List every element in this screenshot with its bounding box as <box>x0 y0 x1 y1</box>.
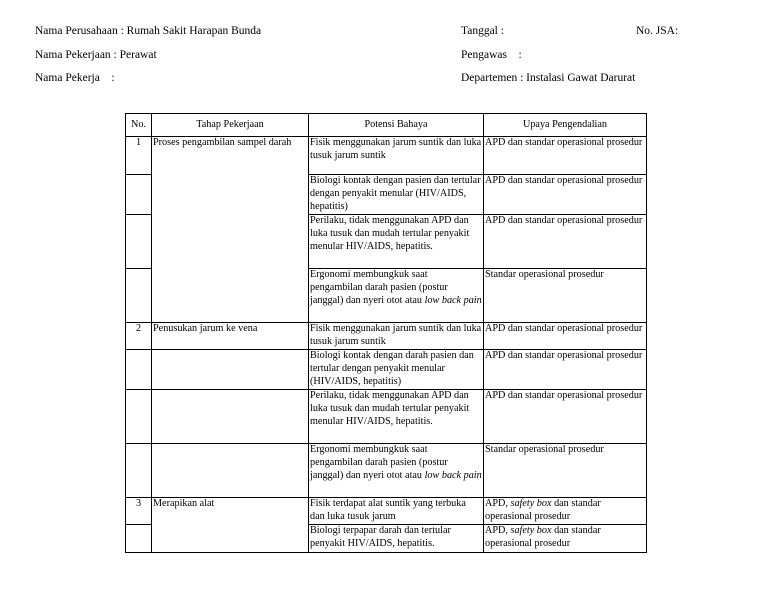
column-header-hazard: Potensi Bahaya <box>309 114 484 137</box>
hazard: Biologi kontak dengan pasien dan tertular dengan penyakit menular (HIV/AIDS, hepatitis) <box>309 175 484 215</box>
control-italic-text: safety box <box>510 498 552 509</box>
table-row <box>126 498 647 525</box>
control-italic-text: safety box <box>510 525 552 536</box>
table-row <box>126 323 647 350</box>
hazard: Perilaku, tidak menggunakan APD dan luka tusuk dan mudah tertular penyakit menular HIV/AIDS, hepatitis. <box>309 390 484 444</box>
control: APD dan standar operasional prosedur <box>484 137 647 175</box>
hazard: Biologi kontak dengan darah pasien dan tertular dengan penyakit menular (HIV/AIDS, hepatitis) <box>309 350 484 390</box>
hazard: Perilaku, tidak menggunakan APD dan luka tusuk dan mudah tertular penyakit menular HIV/AIDS, hepatitis. <box>309 215 484 269</box>
job-step <box>152 350 309 390</box>
table-row <box>126 350 647 390</box>
control <box>484 498 647 525</box>
hazard: Fisik menggunakan jarum suntik dan luka tusuk jarum suntik <box>309 137 484 175</box>
column-header-no: No. <box>126 114 152 137</box>
hazard <box>309 444 484 498</box>
control: APD dan standar operasional prosedur <box>484 323 647 350</box>
hazard: Fisik terdapat alat suntik yang terbuka dan luka tusuk jarum <box>309 498 484 525</box>
supervisor-field: Pengawas : <box>461 49 522 61</box>
job-name: Nama Pekerjaan : Perawat <box>35 49 157 61</box>
control-text: APD, <box>485 498 508 509</box>
table-row <box>126 390 647 444</box>
table-row <box>126 444 647 498</box>
job-step: Proses pengambilan sampel darah <box>152 137 309 323</box>
hazard-text: Ergonomi membungkuk saat pengambilan darah pasien (postur janggal) dan nyeri otot atau <box>310 444 448 481</box>
job-step: Penusukan jarum ke vena <box>152 323 309 350</box>
job-step: Merapikan alat <box>152 498 309 553</box>
hazard: Fisik menggunakan jarum suntik dan luka tusuk jarum suntik <box>309 323 484 350</box>
column-header-control: Upaya Pengendalian <box>484 114 647 137</box>
column-header-step: Tahap Pekerjaan <box>152 114 309 137</box>
row-number <box>126 350 152 390</box>
row-number <box>126 525 152 553</box>
control: Standar operasional prosedur <box>484 269 647 323</box>
control: APD dan standar operasional prosedur <box>484 350 647 390</box>
hazard-text: Ergonomi membungkuk saat pengambilan darah pasien (postur janggal) dan nyeri otot atau <box>310 269 448 306</box>
row-number: 2 <box>126 323 152 350</box>
control: APD dan standar operasional prosedur <box>484 175 647 215</box>
row-number <box>126 269 152 323</box>
control <box>484 525 647 553</box>
control-text: dan standar operasional prosedur <box>485 525 601 549</box>
row-number <box>126 444 152 498</box>
row-number <box>126 215 152 269</box>
hazard: Biologi terpapar darah dan tertular penyakit HIV/AIDS, hepatitis. <box>309 525 484 553</box>
control: Standar operasional prosedur <box>484 444 647 498</box>
department-field: Departemen : Instalasi Gawat Darurat <box>461 72 636 84</box>
hazard-italic-text: low back pain <box>424 469 482 481</box>
control: APD dan standar operasional prosedur <box>484 215 647 269</box>
control-text: APD, <box>485 525 508 536</box>
jsa-number-field: No. JSA: <box>636 25 679 37</box>
control: APD dan standar operasional prosedur <box>484 390 647 444</box>
table-row <box>126 137 647 175</box>
table-header-row <box>126 114 647 137</box>
job-step <box>152 390 309 444</box>
company-name: Nama Perusahaan : Rumah Sakit Harapan Bunda <box>35 25 262 37</box>
control-text: dan standar operasional prosedur <box>485 498 601 522</box>
job-step <box>152 444 309 498</box>
row-number <box>126 175 152 215</box>
date-field: Tanggal : <box>461 25 504 37</box>
row-number: 3 <box>126 498 152 525</box>
jsa-table <box>125 113 647 553</box>
row-number <box>126 390 152 444</box>
hazard-italic-text: low back pain <box>424 294 482 306</box>
worker-name: Nama Pekerja : <box>35 72 115 84</box>
hazard <box>309 269 484 323</box>
row-number: 1 <box>126 137 152 175</box>
